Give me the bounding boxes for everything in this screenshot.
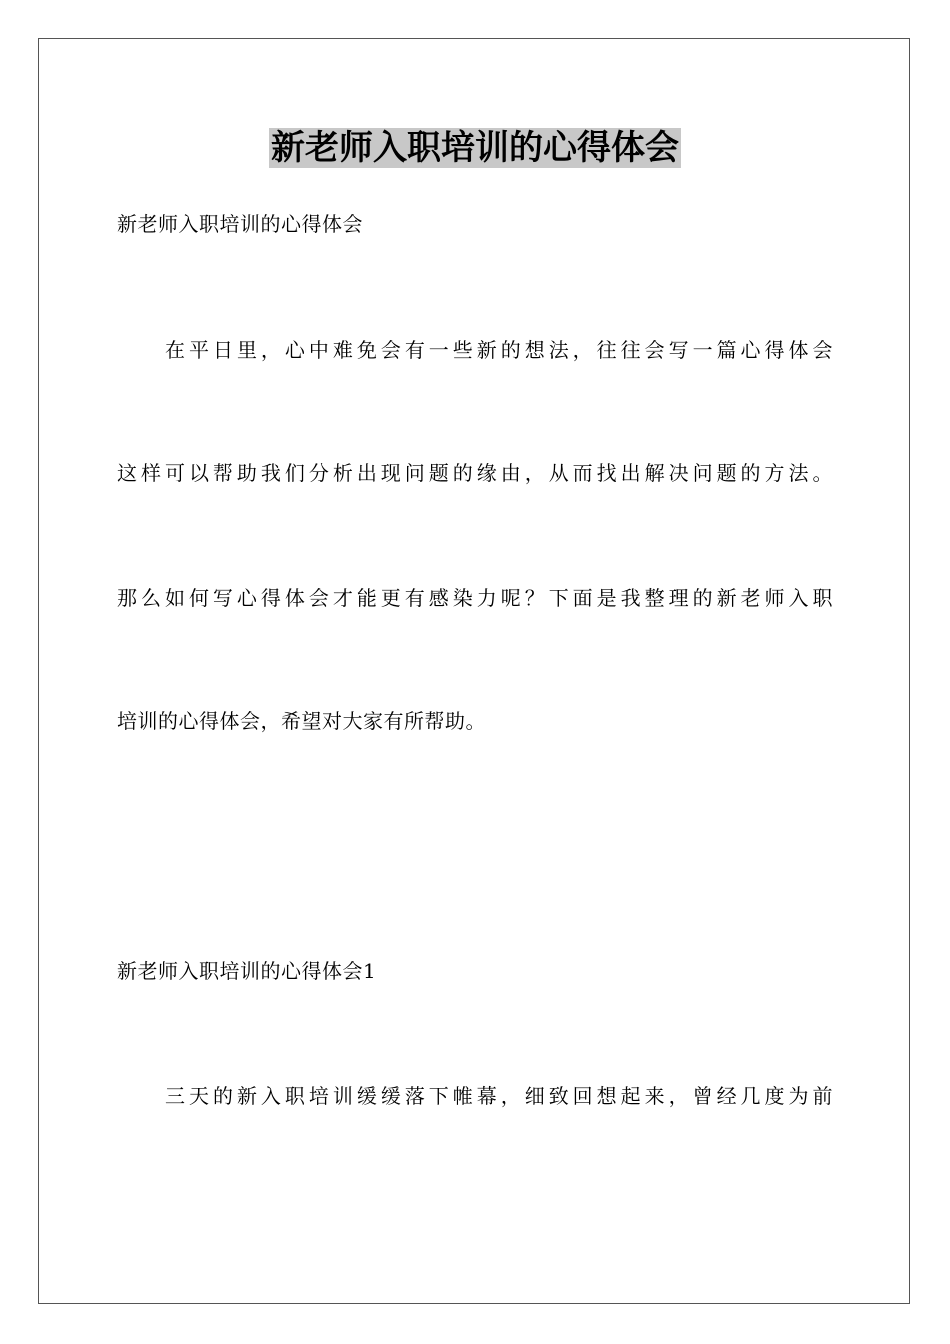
paragraph-line-1: 在平日里，心中难免会有一些新的想法，往往会写一篇心得体会: [165, 338, 833, 362]
paragraph-line-4: 培训的心得体会，希望对大家有所帮助。: [117, 709, 486, 733]
document-title-text: 新老师入职培训的心得体会: [271, 128, 679, 168]
paragraph-line-3: 那么如何写心得体会才能更有感染力呢？下面是我整理的新老师入职: [117, 586, 833, 610]
paragraph-line-5: 三天的新入职培训缓缓落下帷幕，细致回想起来，曾经几度为前: [165, 1084, 833, 1108]
document-title: [0, 126, 950, 170]
subtitle-line: 新老师入职培训的心得体会: [117, 212, 363, 236]
section-heading: 新老师入职培训的心得体会1: [117, 959, 377, 983]
paragraph-line-2: 这样可以帮助我们分析出现问题的缘由，从而找出解决问题的方法。: [117, 461, 833, 485]
